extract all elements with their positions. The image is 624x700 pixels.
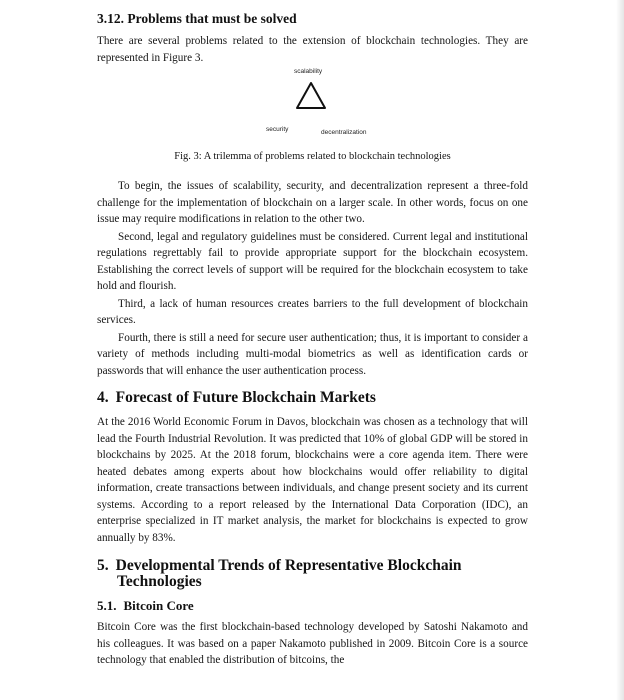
section-4-heading	[97, 390, 528, 406]
trilemma-triangle-diagram	[97, 66, 528, 148]
section-number: 3.12.	[97, 11, 124, 26]
paragraph-human-resources: Third, a lack of human resources creates barriers to the full development of blockchain services.	[97, 297, 528, 326]
section-number: 5.	[97, 557, 109, 574]
section-5-1-body: Bitcoin Core was the first blockchain-based technology developed by Satoshi Nakamoto and his colleagues. It was based on a paper Nakamoto published in 2009. Bitcoin Core is a source technology that enabled the distribution of bitcoins, the	[97, 621, 528, 666]
section-5-heading	[97, 558, 528, 590]
section-title: Forecast of Future Blockchain Markets	[115, 389, 376, 406]
section-3-12-body	[97, 178, 528, 379]
paragraph-scalability: To begin, the issues of scalability, security, and decentralization represent a three-fold challenge for the implementation of blockchain on a larger scale. In other words, focus on one issue may require modifications in relation to the other two.	[97, 180, 528, 225]
figure-label-security: security	[266, 126, 289, 133]
section-4-body: At the 2016 World Economic Forum in Davos, blockchain was chosen as a technology that will lead the Fourth Industrial Revolution. It was predicted that 10% of global GDP will be stored in blockchains by 2025. At the 2018 forum, blockchains were a core agenda item. There were heated debates among experts about how blockchains would offer reliability to digital information, create transactions between individuals, and change present society and its current systems. According to a report released by the International Data Corporation (IDC), an enterprise specialized in IT market analysis, the market for blockchains is expected to grow annually by 83%.	[97, 416, 528, 544]
page-content	[97, 10, 528, 669]
section-5-1-heading	[97, 597, 528, 614]
section-3-12-heading	[97, 10, 528, 28]
section-number: 5.1.	[97, 598, 117, 613]
figure-3-caption: Fig. 3: A trilemma of problems related to blockchain technologies	[174, 151, 451, 162]
section-title: Bitcoin Core	[123, 598, 194, 613]
paragraph-authentication: Fourth, there is still a need for secure user authentication; thus, it is important to consider a variety of methods including multi-modal biometrics as well as identification cards or passwords that will enhance the user authentication process.	[97, 331, 528, 377]
section-title-line-2: Technologies	[117, 573, 202, 590]
page-edge-shadow	[616, 0, 624, 700]
section-3-12-intro: There are several problems related to the extension of blockchain technologies. They are represented in Figure 3.	[97, 35, 528, 64]
section-title-line-1: Developmental Trends of Representative Blockchain	[115, 557, 462, 574]
section-title: Problems that must be solved	[127, 11, 297, 26]
section-number: 4.	[97, 389, 109, 406]
figure-label-decentralization: decentralization	[321, 129, 367, 136]
figure-label-scalability: scalability	[294, 68, 323, 75]
trilemma-triangle	[297, 83, 325, 108]
figure-3-trilemma	[97, 66, 528, 148]
paragraph-legal: Second, legal and regulatory guidelines must be considered. Current legal and institutional regulations regrettably fail to provide appropriate support for the blockchain ecosystem. Establishing the correct levels of support will be required for the blockchain ecosystem to take hold and flourish.	[97, 230, 528, 292]
